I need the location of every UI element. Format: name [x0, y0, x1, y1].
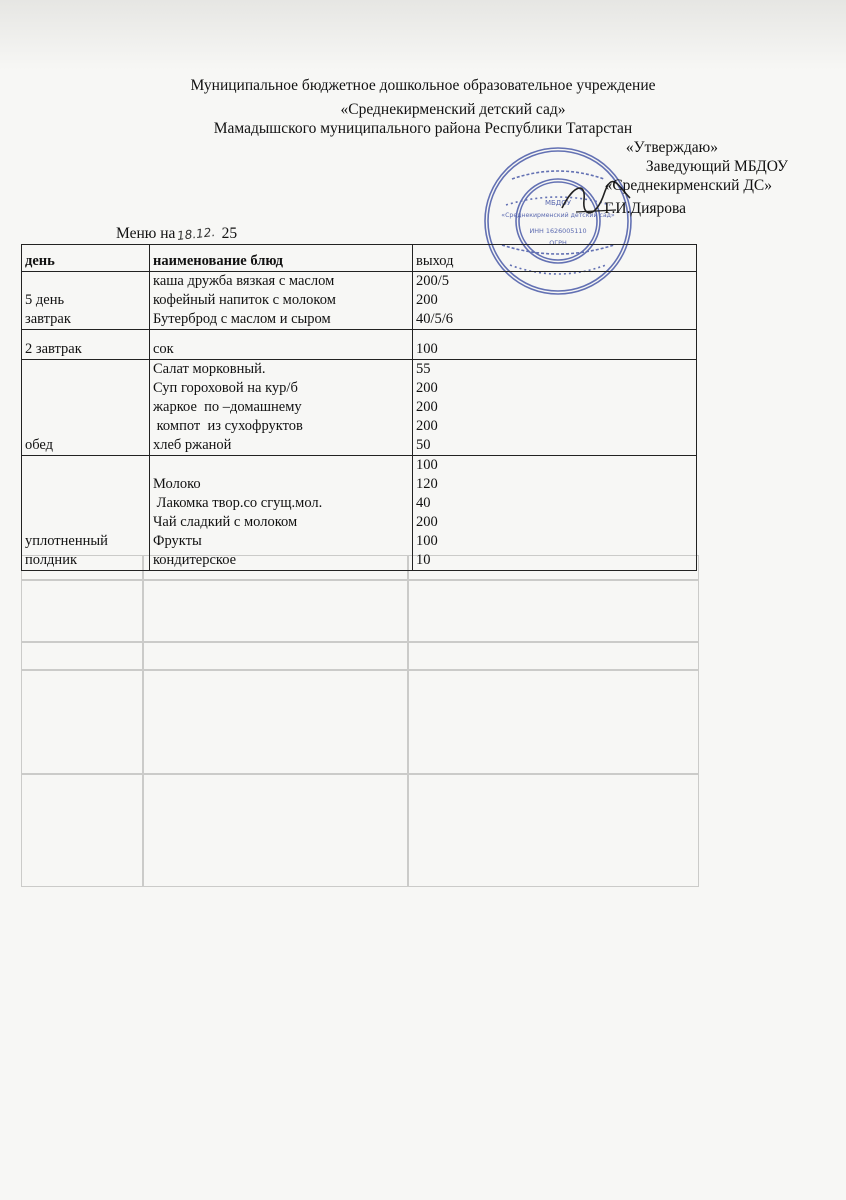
dish-text: Фрукты — [153, 533, 202, 549]
output-text: 200 — [416, 399, 438, 415]
table-row — [22, 456, 697, 571]
dish-text: компот из сухофруктов — [153, 418, 303, 434]
output-text: 200/5 — [416, 273, 450, 289]
day-text: завтрак — [25, 311, 71, 327]
output-text: 100 — [416, 457, 438, 473]
dish-text: Молоко — [153, 476, 201, 492]
output-cell — [413, 272, 697, 330]
output-text: 100 — [416, 533, 438, 549]
menu-title-label: Меню на — [116, 225, 176, 242]
table-row — [22, 360, 697, 456]
output-text: 200 — [416, 292, 438, 308]
output-cell — [413, 330, 697, 360]
dish-text: каша дружба вязкая с маслом — [153, 273, 335, 289]
dish-text: Суп гороховой на кур/б — [153, 380, 298, 396]
menu-year: 25 — [221, 225, 238, 242]
day-cell — [22, 360, 150, 456]
dish-text: хлеб ржаной — [153, 437, 232, 453]
dish-text: кофейный напиток с молоком — [153, 292, 336, 308]
dish-text: кондитерское — [153, 552, 237, 568]
output-text: 200 — [416, 514, 438, 530]
day-cell — [22, 272, 150, 330]
scan-shadow — [0, 0, 846, 70]
output-cell — [413, 456, 697, 571]
day-text: уплотненный — [25, 533, 108, 549]
table-row — [22, 272, 697, 330]
bleed-through-rule — [21, 579, 699, 581]
header-line-1: Муниципальное бюджетное дошкольное образовательное учреждение — [190, 77, 656, 94]
dish-text: Бутерброд с маслом и сыром — [153, 311, 331, 327]
stamp-inn: ИНН 1626005110 — [529, 227, 587, 235]
day-cell — [22, 330, 150, 360]
menu-title — [116, 225, 237, 243]
dish-cell — [150, 456, 413, 571]
bleed-through-divider — [407, 555, 409, 887]
svg-text:МБДОУ: МБДОУ — [544, 199, 572, 207]
bleed-through-rule — [21, 641, 699, 643]
bleed-through-divider — [142, 555, 144, 887]
output-text: 10 — [416, 552, 431, 568]
dish-text: Лакомка твор.со сгущ.мол. — [153, 495, 323, 511]
output-cell — [413, 360, 697, 456]
day-text: обед — [25, 437, 54, 453]
bleed-through-rule — [21, 773, 699, 775]
day-cell — [22, 456, 150, 571]
output-text: 200 — [416, 380, 438, 396]
output-text: 40/5/6 — [416, 311, 454, 327]
header-day: день — [22, 245, 150, 272]
stamp-ogrn: ОГРН — [549, 239, 567, 247]
output-text: 120 — [416, 476, 438, 492]
approve-name: Г.И.Диярова — [604, 200, 686, 217]
header-output: выход — [413, 245, 697, 272]
menu-date-handwritten: 18.12. — [176, 225, 217, 243]
stamp-inner-name: «Среднекирменский детский сад» — [501, 212, 615, 219]
header-dish: наименование блюд — [150, 245, 413, 272]
bleed-through-frame — [21, 555, 699, 887]
output-text: 50 — [416, 437, 431, 453]
day-text: 2 завтрак — [25, 341, 82, 357]
dish-cell — [150, 330, 413, 360]
output-text: 100 — [416, 341, 438, 357]
approve-position: Заведующий МБДОУ — [645, 158, 788, 175]
bleed-through-rule — [21, 669, 699, 671]
dish-text: жаркое по –домашнему — [153, 399, 302, 415]
dish-cell — [150, 360, 413, 456]
approve-org: «Среднекирменский ДС» — [604, 177, 772, 194]
day-text: полдник — [25, 552, 77, 568]
dish-text: Салат морковный. — [153, 361, 266, 377]
output-text: 55 — [416, 361, 431, 377]
dish-cell — [150, 272, 413, 330]
header-line-2: «Среднекирменский детский сад» — [340, 101, 566, 118]
approve-label: «Утверждаю» — [625, 139, 718, 156]
output-text: 40 — [416, 495, 431, 511]
table-header-row — [22, 245, 697, 272]
dish-text: Чай сладкий с молоком — [153, 514, 298, 530]
output-text: 200 — [416, 418, 438, 434]
table-row — [22, 330, 697, 360]
day-text: 5 день — [25, 292, 65, 308]
dish-text: сок — [153, 341, 174, 357]
header-line-3: Мамадышского муниципального района Республики Татарстан — [213, 120, 633, 137]
menu-table — [21, 244, 697, 571]
